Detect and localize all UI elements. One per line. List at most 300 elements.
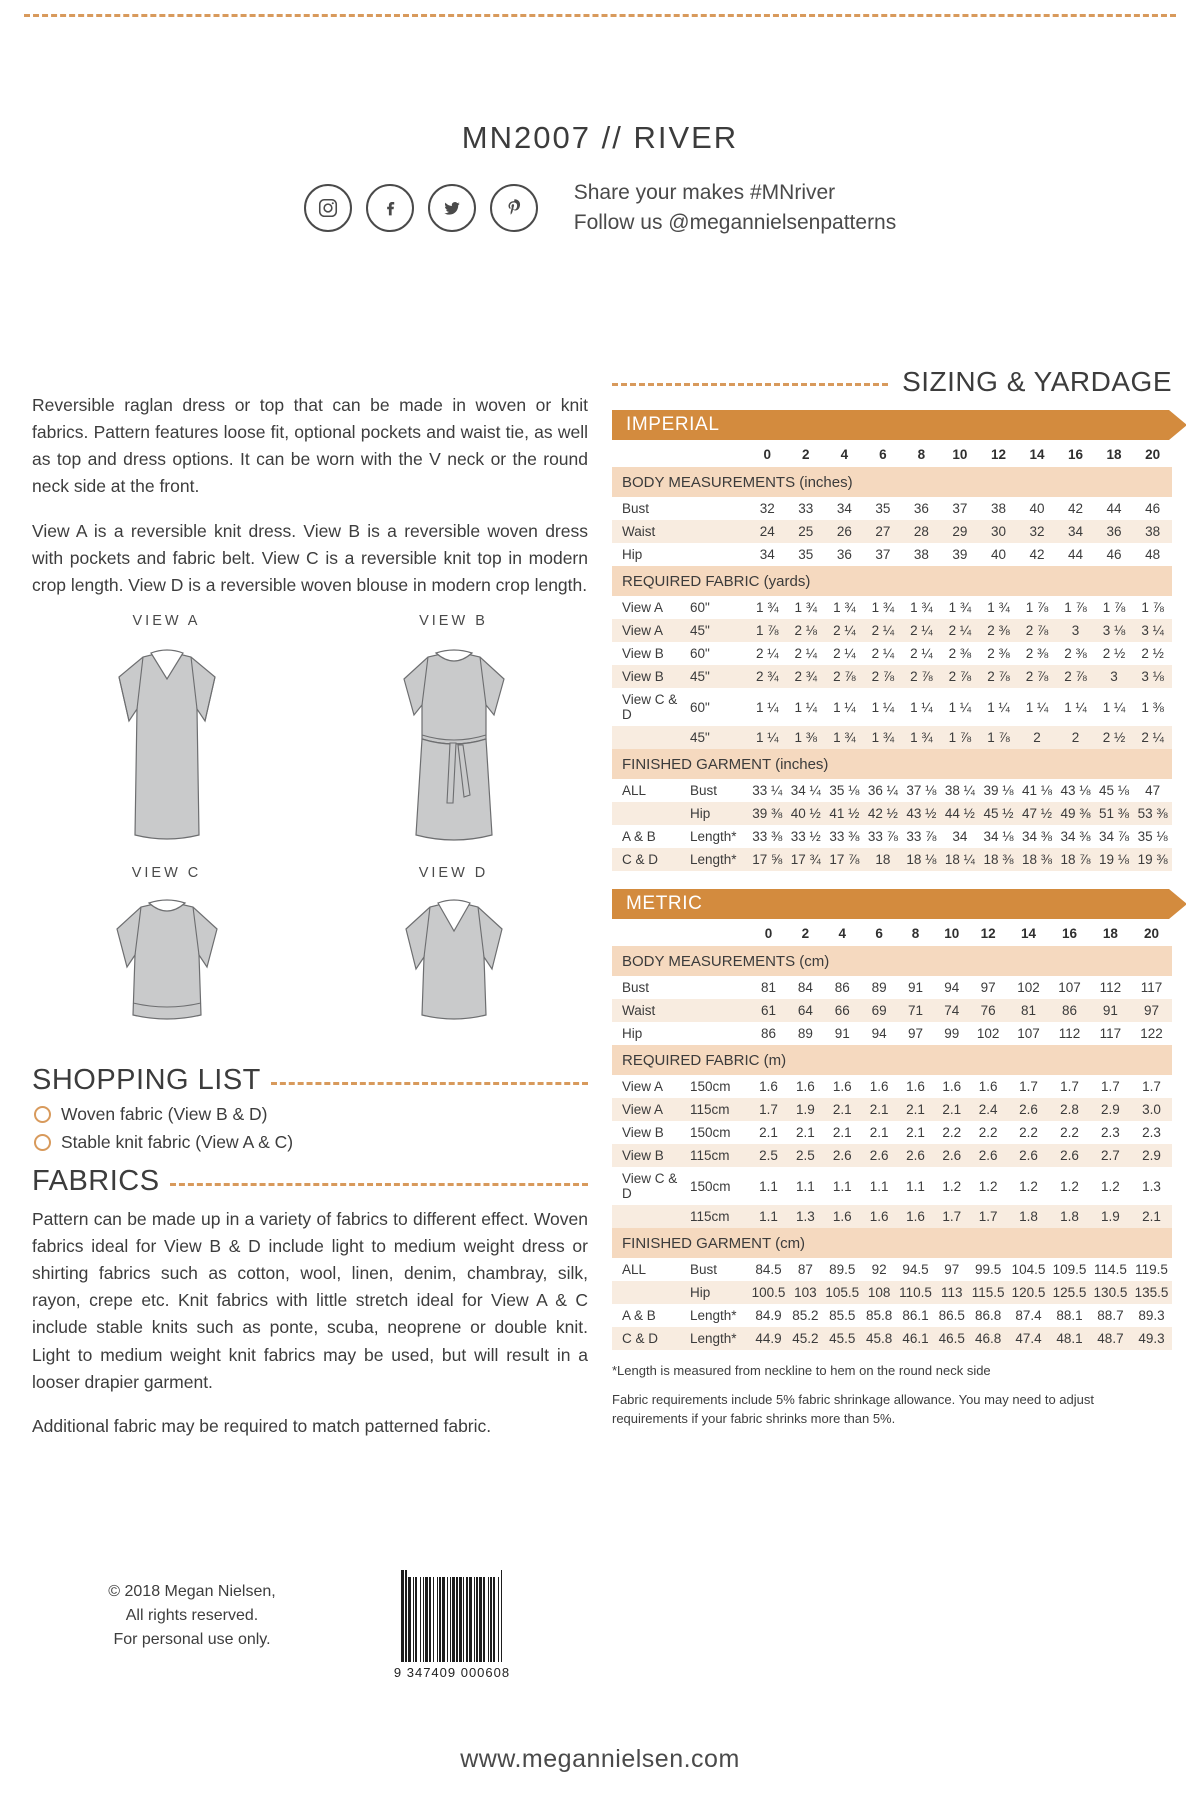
table-cell: 104.5 [1011,1262,1046,1277]
table-cell: 1.6 [896,1205,936,1228]
table-cell: 2.8 [1049,1098,1090,1121]
table-cell: 1.6 [822,1205,863,1228]
table-row [612,543,1172,566]
fabrics-heading [32,1165,588,1198]
table-cell: 24 [748,520,787,543]
table-cell: 33 [798,501,814,516]
table-cell: 85.5 [829,1308,856,1323]
size-header-cell: 0 [763,447,772,462]
table-cell: 1 ¼ [1064,699,1087,715]
table-cell: 2 ¼ [825,619,864,642]
table-cell: 2 ½ [1102,646,1126,661]
view-cell-c [32,865,301,1052]
table-cell: 34 ⅛ [983,829,1014,844]
table-cell: 46.5 [935,1327,968,1350]
table-cell: 2.6 [822,1144,863,1167]
table-row [612,688,1172,726]
copyright-line-1: © 2018 Megan Nielsen, [108,1583,276,1600]
table-cell: 89.5 [829,1262,856,1277]
sizing-divider [612,383,888,386]
table-cell: 94 [871,1026,887,1041]
row-label [612,1205,686,1228]
table-cell: 30 [979,520,1018,543]
table-cell: 74 [935,999,968,1022]
fabrics-extra: Additional fabric may be required to match patterned fabric. [32,1416,492,1437]
instagram-icon[interactable] [304,184,352,232]
table-row [612,1098,1172,1121]
table-cell: 47.4 [1008,1327,1049,1350]
table-cell: 3 ¼ [1133,619,1172,642]
copyright-line-2: All rights reserved. [125,1607,259,1624]
table-cell: 2.2 [1060,1125,1079,1140]
table-cell: 64 [789,999,822,1022]
table-cell: 2 [1018,726,1057,749]
table-cell: 46.8 [968,1327,1008,1350]
size-header-cell: 10 [952,447,968,462]
table-cell: 2 ⅛ [787,619,826,642]
table-cell: 88.7 [1097,1308,1124,1323]
table-cell: 1.6 [832,1079,852,1094]
table-cell: 40 ½ [787,802,826,825]
table-cell: 33 ⅜ [752,829,783,844]
row-sublabel: 45" [686,665,748,688]
table-cell: 2.5 [789,1144,822,1167]
table-row [612,1205,1172,1228]
follow-line: Follow us @megannielsenpatterns [573,211,897,235]
row-label: Waist [612,999,686,1022]
table-cell: 97 [980,980,996,995]
table-cell: 99.5 [974,1262,1002,1277]
table-cell: 1.7 [1060,1079,1079,1094]
size-header-cell: 18 [1106,447,1122,462]
table-cell: 1 ¼ [1025,699,1049,715]
size-header-cell: 4 [840,447,849,462]
table-cell: 2.7 [1090,1144,1131,1167]
table-cell: 1.7 [935,1205,968,1228]
table-cell: 53 ⅜ [1133,802,1172,825]
table-cell: 2 ¼ [941,619,980,642]
table-cell: 1 ¾ [902,726,941,749]
table-cell: 2.6 [935,1144,968,1167]
table-cell: 35 [798,547,814,562]
table-cell: 44 [1068,547,1084,562]
table-cell: 36 [913,501,929,516]
table-cell: 1.1 [759,1178,778,1194]
view-cell-b [319,613,588,865]
table-cell: 76 [968,999,1008,1022]
table-cell: 100.5 [748,1281,789,1304]
row-sublabel: Hip [686,1281,748,1304]
row-sublabel: Length* [686,1327,748,1350]
pinterest-icon[interactable] [490,184,538,232]
table-cell: 34 [759,547,775,562]
table-cell: 119.5 [1135,1262,1168,1277]
row-sublabel: 150cm [690,1178,731,1194]
table-cell: 43 ½ [902,802,941,825]
table-cell: 87.4 [1015,1308,1042,1323]
table-cell: 1.1 [795,1178,815,1194]
size-header-cell: 14 [1029,447,1045,462]
band-required-fabric: REQUIRED FABRIC (m) [612,1045,1172,1075]
table-cell: 46.1 [896,1327,936,1350]
size-header-cell: 16 [1061,926,1077,941]
table-cell: 1 ¾ [794,600,818,615]
table-cell: 1 ¼ [987,699,1010,715]
table-cell: 37 ⅛ [906,783,937,798]
table-cell: 46 [1106,547,1122,562]
table-cell: 39 [952,547,968,562]
table-row [612,642,1172,665]
table-cell: 25 [787,520,826,543]
row-label: C & D [612,1327,686,1350]
table-cell: 115.5 [968,1281,1008,1304]
table-cell: 49 ⅜ [1056,802,1095,825]
table-row [612,802,1172,825]
table-cell: 71 [896,999,936,1022]
table-cell: 41 ½ [825,802,864,825]
size-header-cell: 2 [802,447,810,462]
table-cell: 2 ⅜ [948,646,972,661]
table-cell: 2.1 [896,1098,936,1121]
table-cell: 2.1 [863,1098,896,1121]
barcode [352,1570,552,1714]
table-cell: 1 ¾ [910,600,933,615]
table-cell: 47 [1145,783,1161,798]
fabrics-body: Pattern can be made up in a variety of fabrics to different effect. Woven fabrics ideal for View B & D include light to medium weight dress or shirting fabrics such as cotton, wool, linen, denim, chambray, silk, rayon, crepe etc. Knit fabrics with little stretch ideal for View A & C include stable knits such as ponte, scuba, neoprene or double knit. Light to medium weight knit fabrics may be used, but will result in a looser drapier garment. [32,1208,588,1392]
size-header-cell: 4 [838,926,846,941]
table-cell: 34 [1056,520,1095,543]
table-cell: 94 [944,980,960,995]
view-illustrations [32,613,588,1052]
garment-illustration-view-d [374,887,534,1052]
table-cell: 51 ⅜ [1095,802,1134,825]
table-row [612,848,1172,871]
circle-bullet-icon [34,1106,51,1123]
table-cell: 41 ⅛ [1021,783,1052,798]
table-cell: 97 [1131,999,1172,1022]
table-cell: 2.4 [968,1098,1008,1121]
length-note: *Length is measured from neckline to hem on the round neck side [612,1363,991,1378]
shopping-list-heading [32,1064,588,1097]
table-cell: 91 [1090,999,1131,1022]
table-cell: 1.3 [789,1205,822,1228]
row-sublabel: 60" [690,600,710,615]
table-cell: 2.2 [942,1125,962,1140]
fabrics-title: FABRICS [32,1164,160,1197]
table-cell: 89 [871,980,887,995]
table-cell: 102 [1017,980,1040,995]
table-cell: 1 ⅞ [1025,600,1049,615]
table-cell: 35 [875,501,891,516]
row-sublabel: 45" [686,726,748,749]
table-cell: 38 ¼ [944,783,975,798]
metric-label: METRIC [626,893,703,914]
row-sublabel: 45" [686,619,748,642]
row-label [612,1281,686,1304]
bottom-left-block [32,1570,588,1710]
view-cell-d [319,865,588,1052]
size-header-cell: 0 [764,926,773,941]
table-cell: 2 ¼ [871,646,895,661]
table-cell: 45 ⅛ [1099,783,1130,798]
table-cell: 1 ¼ [748,726,787,749]
table-row [612,726,1172,749]
table-cell: 3 ⅛ [1095,619,1134,642]
table-cell: 18 ⅜ [979,848,1018,871]
table-cell: 34 ⅜ [1060,829,1091,844]
table-cell: 2 ¼ [1133,726,1172,749]
social-row [0,178,1200,239]
row-label: View C & D [622,692,678,722]
table-cell: 2 ⅜ [1025,646,1049,661]
table-row [612,497,1172,520]
table-cell: 2 ⅞ [825,665,864,688]
facebook-icon[interactable] [366,184,414,232]
size-header-cell: 16 [1068,447,1084,462]
row-sublabel: Length* [690,1308,737,1323]
top-divider [24,14,1176,17]
size-header-cell: 8 [911,926,920,941]
table-cell: 120.5 [1008,1281,1049,1304]
table-cell: 2 ⅞ [1056,665,1095,688]
table-cell: 34 [952,829,968,844]
shopping-item-label: Woven fabric (View B & D) [61,1103,268,1124]
pattern-name: RIVER [633,120,739,155]
table-cell: 2 ¼ [833,646,856,661]
size-header-cell: 2 [801,926,810,941]
table-cell: 27 [864,520,903,543]
imperial-ribbon [612,410,1186,440]
size-header-cell: 14 [1021,926,1037,941]
table-cell: 107 [1017,1026,1040,1041]
table-cell: 33 ¼ [752,783,783,798]
table-cell: 2.9 [1090,1098,1131,1121]
table-cell: 2 ⅞ [979,665,1018,688]
table-row [612,1075,1172,1098]
table-cell: 1.6 [978,1079,998,1094]
table-cell: 92 [871,1262,887,1277]
table-cell: 1.9 [1090,1205,1131,1228]
table-cell: 33 ⅜ [829,829,860,844]
row-label: View B [612,665,686,688]
table-cell: 42 [1029,547,1045,562]
row-sublabel: Bust [690,783,718,798]
table-cell: 36 ¼ [867,783,898,798]
table-cell: 18 [864,848,903,871]
size-header-cell: 12 [980,926,996,941]
table-cell: 2 ⅜ [1064,646,1087,661]
table-cell: 2.1 [1131,1205,1172,1228]
table-cell: 36 [1095,520,1134,543]
table-cell: 1 ¾ [833,600,856,615]
table-cell: 86.8 [974,1308,1002,1323]
table-cell: 1.6 [759,1079,778,1094]
table-cell: 45.8 [863,1327,896,1350]
table-row [612,779,1172,802]
table-cell: 1.7 [1142,1079,1161,1094]
table-cell: 44 [1106,501,1122,516]
table-cell: 1.2 [1060,1178,1079,1194]
band-finished-garment: FINISHED GARMENT (cm) [612,1228,1172,1258]
table-row [612,1121,1172,1144]
circle-bullet-icon [34,1134,51,1151]
view-cell-a [32,613,301,865]
table-cell: 2 ½ [1095,726,1134,749]
table-cell: 45.5 [822,1327,863,1350]
page-title [0,120,1200,156]
table-cell: 2.6 [863,1144,896,1167]
table-cell: 109.5 [1052,1262,1087,1277]
table-cell: 81 [1008,999,1049,1022]
table-cell: 86.1 [902,1308,929,1323]
table-cell: 1 ⅜ [787,726,826,749]
table-cell: 2.1 [832,1125,852,1140]
size-header-cell: 12 [990,447,1006,462]
row-label: View B [612,1144,686,1167]
table-cell: 1.8 [1008,1205,1049,1228]
table-cell: 34 ⅜ [1021,829,1052,844]
pattern-code: MN2007 [461,120,591,155]
table-cell: 34 ⅞ [1099,829,1130,844]
table-cell: 2 ⅞ [1018,665,1057,688]
table-cell: 19 ⅛ [1095,848,1134,871]
table-cell: 84.5 [755,1262,782,1277]
table-cell: 39 ⅜ [748,802,787,825]
table-cell: 130.5 [1090,1281,1131,1304]
table-cell: 35 ⅛ [1137,829,1168,844]
table-cell: 33 ⅞ [906,829,937,844]
table-cell: 1 ¼ [794,699,818,715]
table-cell: 1 ¼ [871,699,895,715]
table-row [612,1167,1172,1205]
table-cell: 33 ½ [790,829,821,844]
table-cell: 112 [1099,980,1122,995]
table-cell: 1 ⅞ [748,619,787,642]
row-sublabel: Hip [686,802,748,825]
row-label: View B [622,646,664,661]
table-cell: 84 [797,980,813,995]
table-cell: 26 [825,520,864,543]
table-cell: 3 ⅛ [1133,665,1172,688]
imperial-label: IMPERIAL [626,414,720,435]
table-cell: 33 ⅞ [867,829,898,844]
table-cell: 2 ⅜ [987,646,1010,661]
table-cell: 36 [836,547,852,562]
table-cell: 2.6 [1008,1098,1049,1121]
metric-table [612,919,1172,1350]
table-cell: 2.6 [1049,1144,1090,1167]
shopping-divider [271,1082,588,1085]
table-cell: 38 [913,547,929,562]
table-cell: 2.1 [822,1098,863,1121]
sizing-heading [612,366,1172,398]
row-label: View A [622,1079,664,1094]
table-row [612,665,1172,688]
table-cell: 2 ¾ [748,665,787,688]
footer-url [0,1745,1200,1774]
table-cell: 91 [907,980,923,995]
table-cell: 17 ⅞ [825,848,864,871]
table-cell: 1.3 [1142,1178,1161,1194]
table-cell: 108 [863,1281,896,1304]
table-cell: 2.2 [1019,1125,1038,1140]
table-cell: 87 [797,1262,813,1277]
row-label: View A [612,619,686,642]
table-cell: 1.7 [968,1205,1008,1228]
table-row [612,520,1172,543]
table-cell: 1.6 [795,1079,815,1094]
garment-illustration-view-b [374,635,534,865]
table-cell: 2 ½ [1141,646,1164,661]
table-cell: 2 ¼ [910,646,933,661]
table-cell: 2 ⅜ [979,619,1018,642]
twitter-icon[interactable] [428,184,476,232]
table-cell: 1.2 [1101,1178,1120,1194]
table-cell: 86 [1049,999,1090,1022]
row-label: View A [622,600,664,615]
table-cell: 49.3 [1131,1327,1172,1350]
size-header-cell: 10 [944,926,960,941]
table-cell: 1 ¼ [756,699,779,715]
table-cell: 99 [944,1026,960,1041]
row-label: Hip [622,547,643,562]
table-cell: 89.3 [1138,1308,1165,1323]
table-cell: 32 [1018,520,1057,543]
table-cell: 1.1 [748,1205,789,1228]
table-row [612,1144,1172,1167]
table-cell: 125.5 [1049,1281,1090,1304]
table-cell: 2 ¼ [756,646,779,661]
table-cell: 1 ¾ [756,600,779,615]
table-cell: 32 [759,501,775,516]
table-row [612,976,1172,999]
table-cell: 1 ¾ [825,726,864,749]
table-cell: 42 [1068,501,1084,516]
table-cell: 122 [1140,1026,1163,1041]
table-cell: 1 ¾ [987,600,1010,615]
row-label: Bust [622,501,650,516]
table-cell: 2.1 [795,1125,815,1140]
table-cell: 2 ⅞ [941,665,980,688]
table-row [612,619,1172,642]
row-label: A & B [622,829,656,844]
table-cell: 37 [875,547,891,562]
row-label: A & B [622,1308,656,1323]
table-cell: 110.5 [896,1281,936,1304]
table-cell: 18 ¼ [941,848,980,871]
barcode-number: 9 347409 000608 [393,1665,511,1680]
view-label-b: VIEW B [419,612,488,629]
table-cell: 1.6 [942,1079,962,1094]
table-cell: 61 [748,999,789,1022]
row-label: Bust [622,980,650,995]
row-sublabel: 60" [690,646,710,661]
table-cell: 1 ¾ [871,600,895,615]
row-sublabel: 115cm [686,1098,748,1121]
table-cell: 117 [1140,980,1163,995]
table-cell: 1 ¼ [1102,699,1126,715]
row-label: C & D [612,848,686,871]
table-cell: 1 ⅞ [1102,600,1126,615]
row-label [612,802,686,825]
copyright-line-3: For personal use only. [113,1631,271,1648]
table-cell: 18 ⅛ [902,848,941,871]
table-cell: 81 [760,980,776,995]
table-cell: 3 [1095,665,1134,688]
table-row [612,1327,1172,1350]
table-row [612,1258,1172,1281]
size-header-row [612,440,1172,467]
